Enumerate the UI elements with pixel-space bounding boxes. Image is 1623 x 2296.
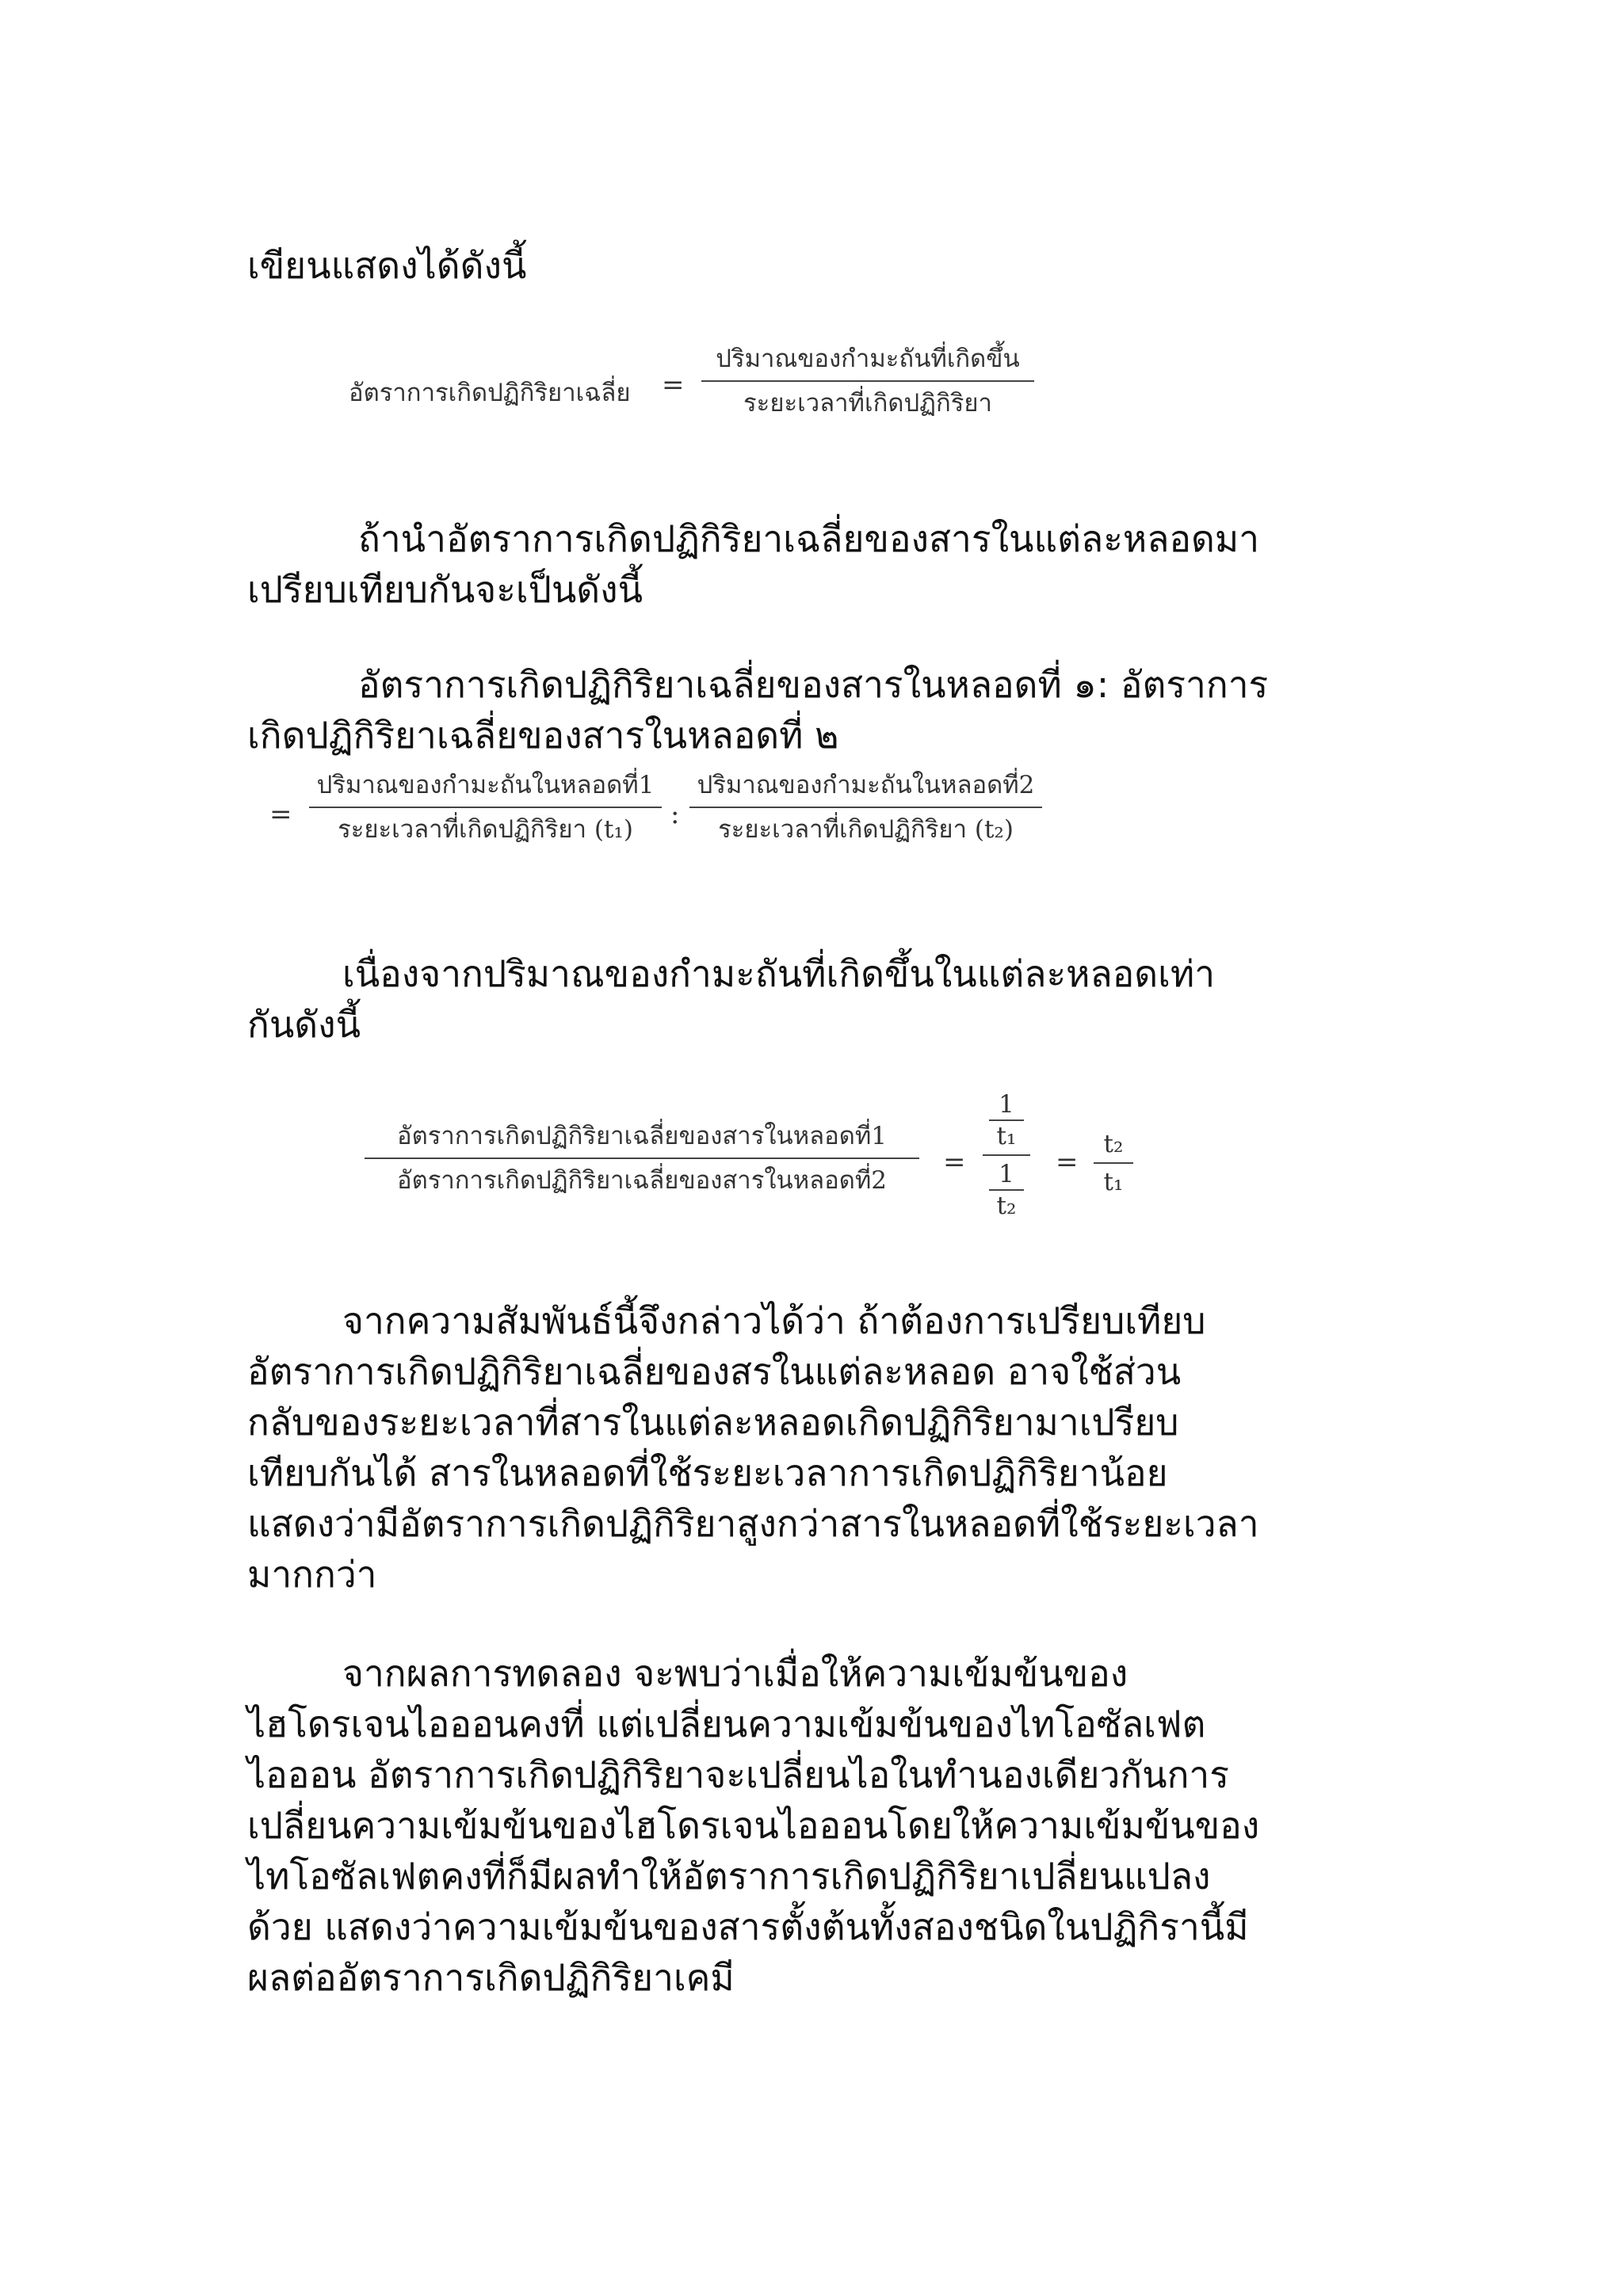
para5-line5: ไทโอซัลเฟตคงที่ก็มีผลทำให้อัตราการเกิดปฏิกิริยาเปลี่ยนแปลง	[247, 1855, 1211, 1897]
para1-line2: เปรียบเทียบกันจะเป็นดังนี้	[247, 568, 643, 611]
para2-line2: เกิดปฏิกิริยาเฉลี่ยของสารในหลอดที่ ๒	[247, 714, 839, 757]
eq3-equals-2: =	[1056, 1146, 1079, 1178]
para4-line2: อัตราการเกิดปฏิกิริยาเฉลี่ยของสรในแต่ละหลอด อาจใช้ส่วน	[247, 1350, 1182, 1393]
para5-line2: ไฮโดรเจนไอออนคงที่ แต่เปลี่ยนความเข้มข้นของไทโอซัลเฟต	[247, 1703, 1206, 1745]
para5-line3: ไอออน อัตราการเกิดปฏิกิริยาจะเปลี่ยนไอในทำนองเดียวกันการ	[247, 1753, 1229, 1796]
eq2-fraction-bar-1	[309, 807, 662, 808]
intro-line: เขียนแสดงได้ดังนี้	[247, 244, 527, 287]
para5-line7: ผลต่ออัตราการเกิดปฏิกิริยาเคมี	[247, 1956, 735, 1999]
eq3-fraction-bar	[365, 1158, 919, 1159]
eq3-equals-1: =	[943, 1146, 966, 1178]
eq2-fraction-1	[309, 767, 662, 848]
eq2-numerator-1: ปริมาณของกำมะถันในหลอดที่1	[316, 771, 655, 799]
para1-line1: ถ้านำอัตราการเกิดปฏิกิริยาเฉลี่ยของสารในแต่ละหลอดมา	[358, 517, 1260, 560]
para4-line6: มากกว่า	[247, 1553, 377, 1596]
eq3-result-denominator: t₁	[1103, 1168, 1124, 1196]
eq2-fraction-2	[689, 767, 1042, 848]
eq2-numerator-2: ปริมาณของกำมะถันในหลอดที่2	[697, 771, 1035, 799]
eq1-fraction	[701, 341, 1034, 421]
equation-rate-comparison	[365, 1089, 1157, 1248]
para5-line1: จากผลการทดลอง จะพบว่าเมื่อให้ความเข้มข้นของ	[342, 1652, 1128, 1695]
para3-line2: กันดังนี้	[247, 1003, 361, 1046]
eq3-numerator: อัตราการเกิดปฏิกิริยาเฉลี่ยของสารในหลอดที่1	[396, 1122, 888, 1150]
para4-line1: จากความสัมพันธ์นี้จึงกล่าวได้ว่า ถ้าต้องการเปรียบเทียบ	[342, 1299, 1206, 1342]
eq3-middle-bar	[983, 1154, 1030, 1156]
eq3-top-t: t₁	[996, 1122, 1017, 1150]
eq1-equals: =	[662, 369, 685, 401]
para4-line3: กลับของระยะเวลาที่สารในแต่ละหลอดเกิดปฏิกิริยามาเปรียบ	[247, 1401, 1179, 1444]
eq3-result-bar	[1094, 1162, 1133, 1164]
eq2-fraction-bar-2	[689, 807, 1042, 808]
eq3-result-fraction	[1094, 1129, 1133, 1197]
eq1-fraction-bar	[701, 380, 1034, 382]
eq2-equals: =	[269, 799, 292, 830]
eq1-denominator: ระยะเวลาที่เกิดปฏิกิริยา	[743, 389, 992, 418]
eq3-bottom-t: t₂	[996, 1192, 1017, 1220]
eq3-result-numerator: t₂	[1103, 1130, 1124, 1158]
para4-line4: เทียบกันได้ สารในหลอดที่ใช้ระยะเวลาการเกิดปฏิกิริยาน้อย	[247, 1451, 1168, 1494]
eq2-denominator-2: ระยะเวลาที่เกิดปฏิกิริยา (t₂)	[718, 815, 1014, 844]
para5-line6: ด้วย แสดงว่าความเข้มข้นของสารตั้งต้นทั้งสองชนิดในปฏิกิรานี้มี	[247, 1905, 1249, 1948]
para5-line4: เปลี่ยนความเข้มข้นของไฮโดรเจนไอออนโดยให้ความเข้มข้นของ	[247, 1804, 1260, 1847]
para3-line1: เนื่องจากปริมาณของกำมะถันที่เกิดขึ้นในแต่ละหลอดเท่า	[342, 952, 1216, 995]
para4-line5: แสดงว่ามีอัตราการเกิดปฏิกิริยาสูงกว่าสารในหลอดที่ใช้ระยะเวลา	[247, 1502, 1259, 1545]
eq2-denominator-1: ระยะเวลาที่เกิดปฏิกิริยา (t₁)	[338, 815, 633, 844]
eq3-top-one: 1	[999, 1090, 1014, 1119]
eq1-numerator: ปริมาณของกำมะถันที่เกิดขึ้น	[716, 345, 1020, 373]
eq3-bottom-one: 1	[999, 1160, 1014, 1188]
eq2-colon: :	[670, 799, 680, 830]
eq3-denominator: อัตราการเกิดปฏิกิริยาเฉลี่ยของสารในหลอดที่2	[396, 1166, 888, 1195]
eq3-reciprocal-fraction	[983, 1089, 1030, 1221]
equation-ratio	[269, 767, 1062, 870]
para2-line1: อัตราการเกิดปฏิกิริยาเฉลี่ยของสารในหลอดที่ ๑: อัตราการ	[358, 663, 1269, 706]
equation-average-rate	[341, 341, 1038, 444]
eq3-main-fraction	[365, 1118, 919, 1199]
eq1-left-term: อัตราการเกิดปฏิกิริยาเฉลี่ย	[349, 379, 631, 407]
